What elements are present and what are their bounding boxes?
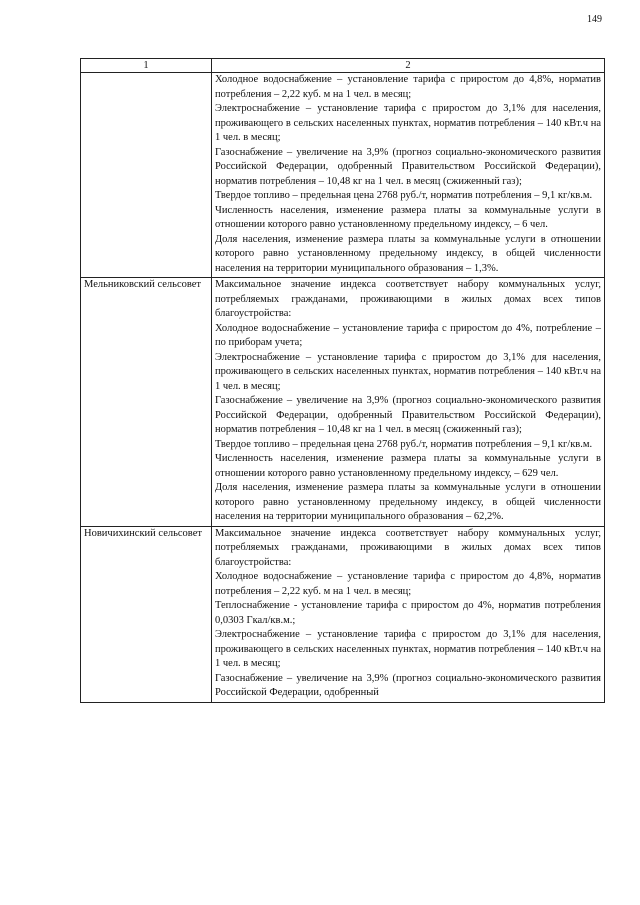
description-cell [212, 278, 605, 527]
page-number: 149 [587, 14, 602, 25]
paragraph: Холодное водоснабжение – установление тарифа с приростом до 4%, потребление – по приборам учета; [215, 322, 601, 348]
description-cell [212, 73, 605, 278]
paragraph: Максимальное значение индекса соответствует набору коммунальных услуг, потребляемых гражданами, проживающими в жилых домах всех типов благоустройства: [215, 279, 601, 319]
table-header-row [81, 59, 605, 73]
paragraph: Газоснабжение – увеличение на 3,9% (прогноз социально-экономического развития Российской Федерации, одобренный Правительством Российской Федерации), норматив потребления – 10,48 кг на 1 чел. в месяц (сжиженный газ); [215, 146, 601, 187]
paragraph: Газоснабжение – увеличение на 3,9% (прогноз социально-экономического развития Российской Федерации, одобренный Правительством Российской Федерации), норматив потребления – 10,48 кг на 1 чел. в месяц (сжиженный газ); [215, 395, 601, 435]
table-row [81, 278, 605, 527]
paragraph: Теплоснабжение - установление тарифа с приростом до 4%, норматив потребления 0,0303 Гкал/кв.м.; [215, 600, 601, 626]
municipality-name: Новичихинский сельсовет [81, 526, 212, 702]
paragraph: Численность населения, изменение размера платы за коммунальные услуги в отношении которого равно установленному предельному индексу, – 629 чел. [215, 453, 601, 479]
tariff-table [80, 58, 605, 703]
paragraph: Максимальное значение индекса соответствует набору коммунальных услуг, потребляемых гражданами, проживающими в жилых домах всех типов благоустройства: [215, 527, 601, 568]
column-header-1: 1 [81, 59, 212, 73]
column-header-2: 2 [212, 59, 605, 73]
paragraph: Газоснабжение – увеличение на 3,9% (прогноз социально-экономического развития Российской Федерации, одобренный [215, 672, 601, 698]
paragraph: Электроснабжение – установление тарифа с приростом до 3,1% для населения, проживающего в сельских населенных пунктах, норматив потребления – 140 кВт.ч на 1 чел. в месяц; [215, 351, 601, 392]
paragraph: Холодное водоснабжение – установление тарифа с приростом до 4,8%, норматив потребления – 2,22 куб. м на 1 чел. в месяц; [215, 571, 601, 597]
paragraph: Электроснабжение – установление тарифа с приростом до 3,1% для населения, проживающего в сельских населенных пунктах, норматив потребления – 140 кВт.ч на 1 чел. в месяц; [215, 629, 601, 669]
table-row [81, 526, 605, 702]
paragraph: Численность населения, изменение размера платы за коммунальные услуги в отношении которого равно установленному предельному индексу, – 6 чел. [215, 204, 601, 230]
paragraph: Доля населения, изменение размера платы за коммунальные услуги в отношении которого равно установленному предельному индексу, в общей численности населения на территории муниципального образования – 1,3%. [215, 233, 601, 274]
description-cell [212, 526, 605, 702]
paragraph: Доля населения, изменение размера платы за коммунальные услуги в отношении которого равно установленному предельному индексу, в общей численности населения на территории муниципального образования – 62,2%. [215, 482, 601, 522]
paragraph: Твердое топливо – предельная цена 2768 руб./т, норматив потребления – 9,1 кг/кв.м. [215, 190, 593, 201]
paragraph: Холодное водоснабжение – установление тарифа с приростом до 4,8%, норматив потребления – 2,22 куб. м на 1 чел. в месяц; [215, 74, 601, 100]
paragraph: Электроснабжение – установление тарифа с приростом до 3,1% для населения, проживающего в сельских населенных пунктах, норматив потребления – 140 кВт.ч на 1 чел. в месяц; [215, 103, 601, 143]
table-row [81, 73, 605, 278]
municipality-name: Мельниковский сельсовет [81, 278, 212, 527]
municipality-name [81, 73, 212, 278]
paragraph: Твердое топливо – предельная цена 2768 руб./т, норматив потребления – 9,1 кг/кв.м. [215, 438, 593, 450]
